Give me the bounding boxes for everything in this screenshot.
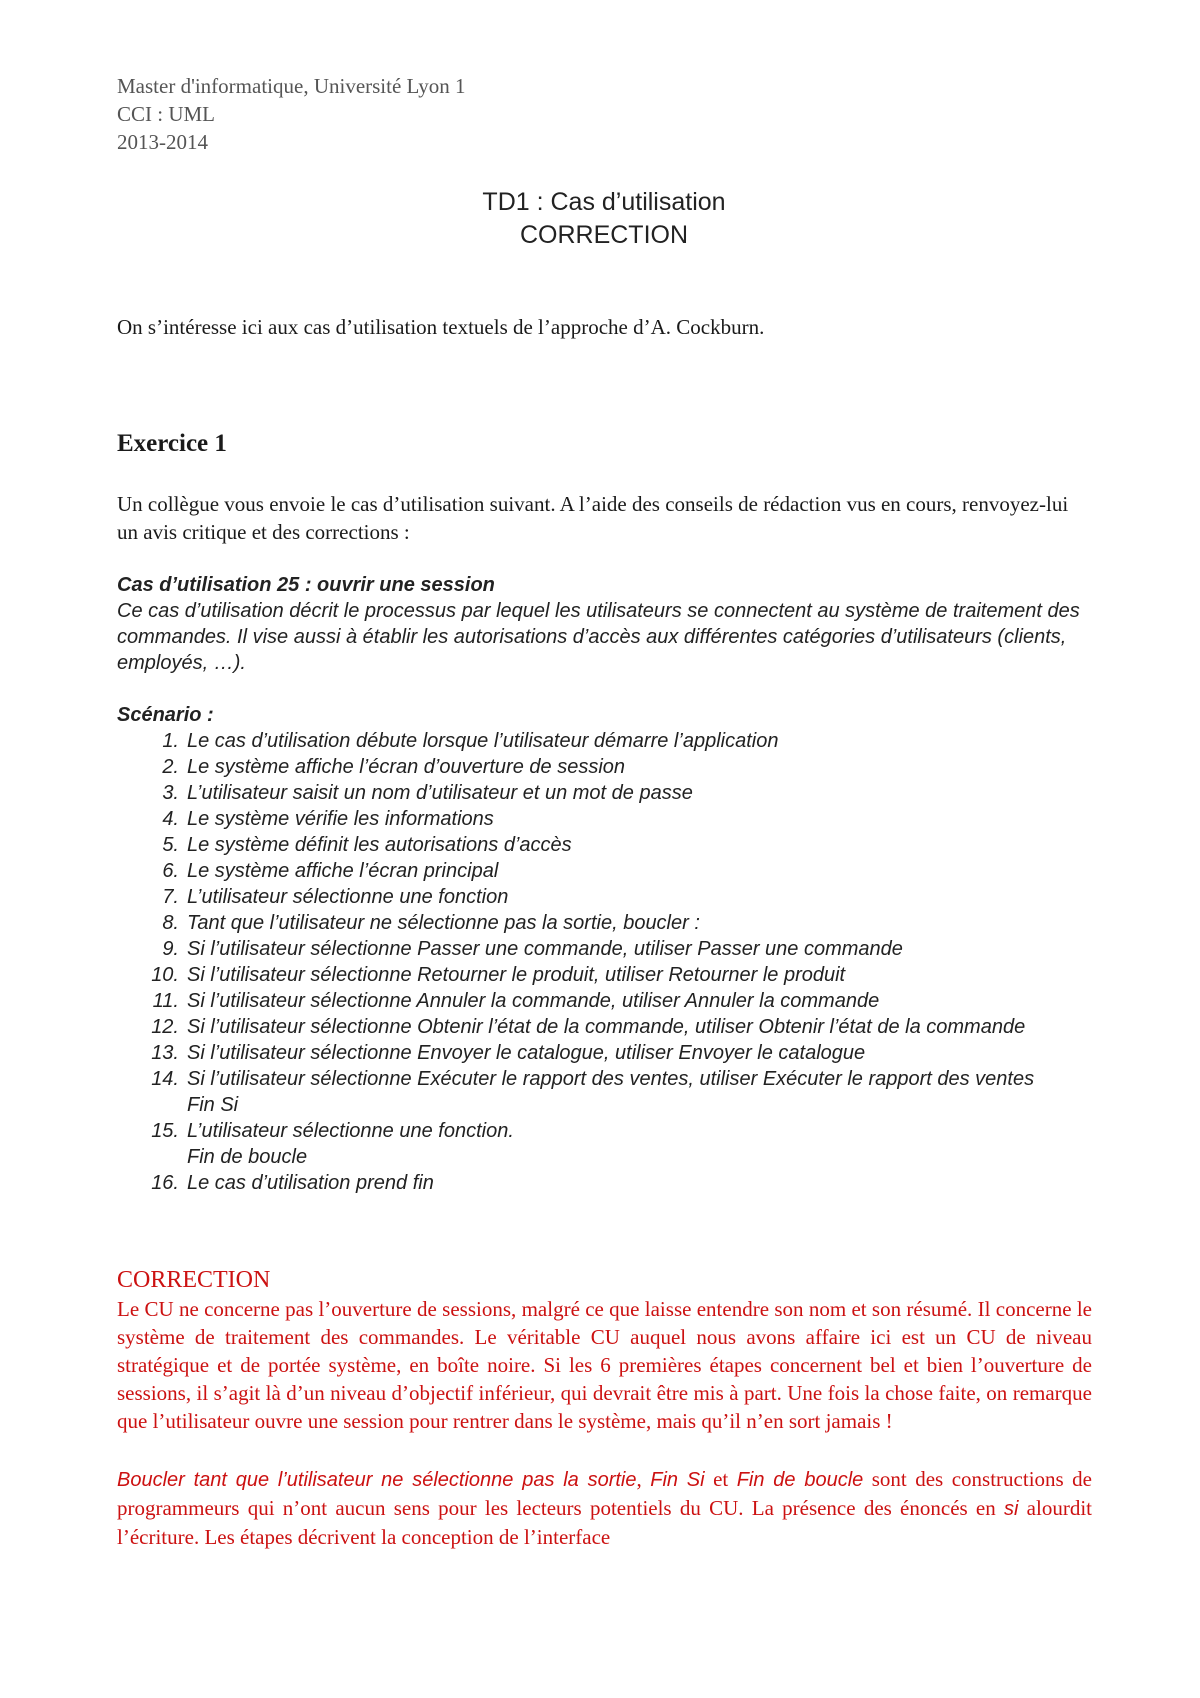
step-text xyxy=(187,1014,1097,1040)
step-label: Si l’utilisateur sélectionne Annuler la commande, utiliser Annuler la commande xyxy=(187,990,880,1012)
step-label: Le système définit les autorisations d’accès xyxy=(187,834,572,856)
step-text xyxy=(187,1066,1097,1118)
header-course: CCI : UML xyxy=(117,102,216,126)
correction-block xyxy=(117,1265,1092,1551)
correction-paragraph-2 xyxy=(117,1465,1092,1551)
step-text xyxy=(187,988,1097,1014)
step-number: 5. xyxy=(162,834,179,856)
list-item xyxy=(117,910,1097,936)
step-text xyxy=(187,1040,1097,1066)
document-header xyxy=(117,72,465,156)
scenario-steps xyxy=(117,728,1097,1196)
page-subtitle: CORRECTION xyxy=(519,221,689,249)
correction-separator-2: et xyxy=(704,1467,737,1491)
list-item xyxy=(117,988,1097,1014)
correction-text-1: sont des constructions de programmeurs qui n’ont aucun sens pour les lecteurs potentiels du CU. La présence des énoncés en xyxy=(117,1467,1093,1520)
step-label: L’utilisateur saisit un nom d’utilisateur et un mot de passe xyxy=(187,782,693,804)
step-text xyxy=(187,1170,1097,1196)
step-number: 4. xyxy=(162,808,179,830)
step-text xyxy=(187,754,1097,780)
step-extra: Fin Si xyxy=(187,1094,239,1116)
step-text xyxy=(187,806,1097,832)
list-item xyxy=(117,936,1097,962)
list-item xyxy=(117,858,1097,884)
list-item xyxy=(117,1014,1097,1040)
step-number: 12. xyxy=(151,1016,179,1038)
use-case-block xyxy=(117,572,1097,1196)
correction-text-2: alourdit l’écriture. Les étapes décrivent la conception de l’interface xyxy=(117,1496,1092,1549)
scenario-heading: Scénario : xyxy=(117,704,214,726)
correction-italic-4: si xyxy=(1003,1498,1019,1520)
step-number: 7. xyxy=(162,886,179,908)
step-label: Le cas d’utilisation prend fin xyxy=(187,1172,434,1194)
correction-heading: CORRECTION xyxy=(117,1267,271,1293)
list-item xyxy=(117,1066,1097,1118)
step-extra: Fin de boucle xyxy=(187,1146,308,1168)
list-item xyxy=(117,728,1097,754)
step-number: 8. xyxy=(162,912,179,934)
step-text xyxy=(187,1118,1097,1170)
step-label: Si l’utilisateur sélectionne Obtenir l’état de la commande, utiliser Obtenir l’état de la commande xyxy=(187,1016,1026,1038)
correction-italic-2: Fin Si xyxy=(650,1469,705,1491)
list-item xyxy=(117,1040,1097,1066)
use-case-summary: Ce cas d’utilisation décrit le processus par lequel les utilisateurs se connectent au système de traitement des commandes. Il vise aussi à établir les autorisations d’accès aux différentes catégories d’utilisateurs (clients, employés, …). xyxy=(117,600,1080,674)
step-number: 11. xyxy=(152,990,179,1012)
step-number: 15. xyxy=(151,1120,179,1142)
correction-separator-1: , xyxy=(636,1467,651,1491)
correction-italic-3: Fin de boucle xyxy=(736,1469,864,1491)
use-case-title: Cas d’utilisation 25 : ouvrir une session xyxy=(117,574,495,596)
list-item xyxy=(117,806,1097,832)
page-title: TD1 : Cas d’utilisation xyxy=(482,188,726,216)
step-label: Si l’utilisateur sélectionne Passer une commande, utiliser Passer une commande xyxy=(187,938,903,960)
step-number: 10. xyxy=(151,964,179,986)
correction-italic-1: Boucler tant que l’utilisateur ne sélectionne pas la sortie xyxy=(117,1469,637,1491)
step-label: Le système affiche l’écran d’ouverture de session xyxy=(187,756,626,778)
step-label: Le système affiche l’écran principal xyxy=(187,860,499,882)
step-number: 13. xyxy=(151,1042,179,1064)
step-label: L’utilisateur sélectionne une fonction xyxy=(187,886,509,908)
step-text xyxy=(187,728,1097,754)
step-text xyxy=(187,858,1097,884)
list-item xyxy=(117,780,1097,806)
step-number: 16. xyxy=(151,1172,179,1194)
step-text xyxy=(187,780,1097,806)
header-institution: Master d'informatique, Université Lyon 1 xyxy=(117,74,466,98)
step-label: Tant que l’utilisateur ne sélectionne pas la sortie, boucler : xyxy=(187,912,700,934)
step-label: Si l’utilisateur sélectionne Retourner le produit, utiliser Retourner le produit xyxy=(187,964,846,986)
step-number: 1. xyxy=(162,730,179,752)
step-number: 9. xyxy=(162,938,179,960)
step-number: 3. xyxy=(162,782,179,804)
step-text xyxy=(187,936,1097,962)
step-label: L’utilisateur sélectionne une fonction. xyxy=(187,1120,514,1142)
correction-paragraph-1: Le CU ne concerne pas l’ouverture de sessions, malgré ce que laisse entendre son nom et son résumé. Il concerne le système de traitement des commandes. Le véritable CU auquel nous avons affaire ici est un CU de niveau stratégique et de portée système, en boîte noire. Si les 6 premières étapes concernent bel et bien l’ouverture de sessions, il s’agit là d’un niveau d’objectif inférieur, qui devrait être mis à part. Une fois la chose faite, on remarque que l’utilisateur ouvre une session pour rentrer dans le système, mais qu’il n’en sort jamais ! xyxy=(117,1297,1092,1433)
exercise-title: Exercice 1 xyxy=(117,430,227,457)
list-item xyxy=(117,832,1097,858)
list-item xyxy=(117,1170,1097,1196)
list-item xyxy=(117,962,1097,988)
header-year: 2013-2014 xyxy=(117,130,208,154)
step-label: Si l’utilisateur sélectionne Exécuter le rapport des ventes, utiliser Exécuter le rapport des ventes xyxy=(187,1068,1035,1090)
intro-text: On s’intéresse ici aux cas d’utilisation textuels de l’approche d’A. Cockburn. xyxy=(117,315,765,339)
step-label: Le cas d’utilisation débute lorsque l’utilisateur démarre l’application xyxy=(187,730,779,752)
step-label: Si l’utilisateur sélectionne Envoyer le catalogue, utiliser Envoyer le catalogue xyxy=(187,1042,866,1064)
step-text xyxy=(187,962,1097,988)
title-block xyxy=(0,186,1200,252)
step-label: Le système vérifie les informations xyxy=(187,808,494,830)
exercise-description: Un collègue vous envoie le cas d’utilisation suivant. A l’aide des conseils de rédaction vus en cours, renvoyez-lui un avis critique et des corrections : xyxy=(117,492,1069,544)
list-item xyxy=(117,884,1097,910)
step-text xyxy=(187,832,1097,858)
list-item xyxy=(117,1118,1097,1170)
list-item xyxy=(117,754,1097,780)
step-text xyxy=(187,910,1097,936)
step-text xyxy=(187,884,1097,910)
step-number: 14. xyxy=(151,1068,179,1090)
step-number: 6. xyxy=(162,860,179,882)
step-number: 2. xyxy=(162,756,179,778)
